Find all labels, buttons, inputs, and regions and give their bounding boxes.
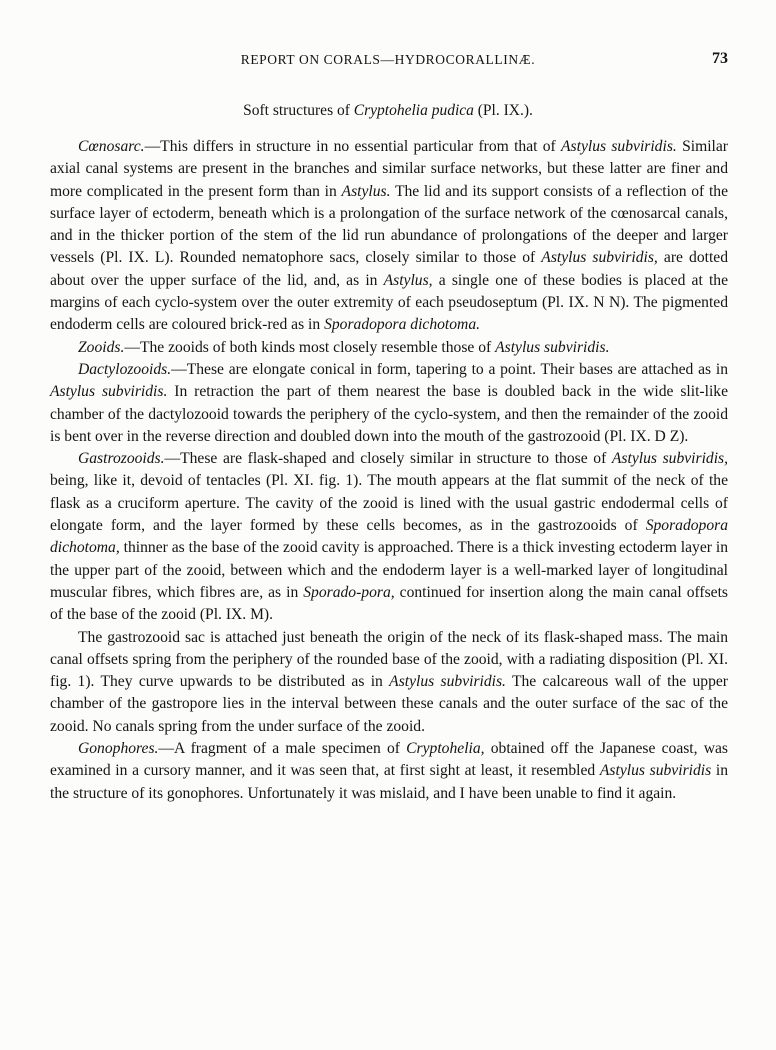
paragraph-dactylozooids xyxy=(50,359,728,448)
text-run: —The zooids of both kinds most closely resemble those of xyxy=(124,338,496,356)
paragraph-zooids xyxy=(50,337,728,359)
paragraph-heading: Gastrozooids. xyxy=(78,450,165,468)
species-name: Astylus subviridis, xyxy=(541,249,658,267)
text-run: The calcareous wall of the upper chamber of the gastropore lies in the interval between these canals and the outer surface of the sac of the zooid. No canals spring from the under surface of the zooid. xyxy=(50,673,729,735)
paragraph-gonophores xyxy=(50,738,728,805)
species-name: Astylus subviridis xyxy=(599,762,712,780)
species-name: Sporadopora dichotoma, xyxy=(50,517,728,557)
text-run: —These are elongate conical in form, tapering to a point. Their bases are attached as in xyxy=(171,360,728,378)
species-name: Astylus. xyxy=(341,182,391,200)
section-title-prefix: Soft structures of xyxy=(243,102,354,119)
text-run: —These are flask-shaped and closely similar in structure to those of xyxy=(164,450,612,468)
species-name: Astylus subviridis, xyxy=(611,450,729,468)
text-run: —This differs in structure in no essential particular from that of xyxy=(144,138,562,155)
species-name: Sporadopora dichotoma. xyxy=(324,316,481,334)
text-run: are dotted about over the upper surface of the lid, and, as in xyxy=(50,249,729,289)
text-run: thinner as the base of the zooid cavity is approached. There is a thick investing ectoderm layer in the upper part of the zooid, between which and the endoderm layer is a well-marked layer of longitudinal muscular fibres, which fibres are, as in xyxy=(50,539,728,601)
running-head-title: REPORT ON CORALS—HYDROCORALLINÆ. xyxy=(240,52,536,67)
species-name: Astylus subviridis. xyxy=(495,338,610,356)
section-title xyxy=(0,102,776,120)
species-name: Sporado-pora, xyxy=(303,583,395,601)
paragraph-coenosarc xyxy=(50,136,728,337)
paragraph-heading: Dactylozooids. xyxy=(78,360,172,378)
species-name: Astylus subviridis. xyxy=(50,383,168,401)
species-name: Cryptohelia, xyxy=(406,740,485,758)
running-head xyxy=(48,50,728,70)
section-title-genus: Cryptohelia pudica xyxy=(353,102,474,119)
text-run: obtained off the Japanese coast, was examined in a cursory manner, and it was seen that, at first sight at least, it resembled xyxy=(50,740,728,780)
page-number: 73 xyxy=(712,50,728,67)
text-run: in the structure of its gonophores. Unfortunately it was mislaid, and I have been unable to find it again. xyxy=(50,762,728,802)
body-text xyxy=(50,136,728,805)
species-name: Astylus subviridis. xyxy=(389,673,506,691)
paragraph-gastrozooid-sac xyxy=(50,627,728,738)
text-run: The gastrozooid sac is attached just beneath the origin of the neck of its flask-shaped mass. The main canal offsets spring from the periphery of the rounded base of the zooid, with a radiating disposition (Pl. XI. fig. 1). They curve upwards to be distributed as in xyxy=(50,628,728,691)
species-name: Astylus, xyxy=(383,271,433,289)
text-run: —A fragment of a male specimen of xyxy=(158,740,407,758)
paragraph-heading: Zooids. xyxy=(78,338,125,356)
text-run: Similar axial canal systems are present in the branches and similar surface networks, but these latter are finer and more complicated in the present form than in xyxy=(50,138,728,200)
text-run: being, like it, devoid of tentacles (Pl. XI. fig. 1). The mouth appears at the flat summit of the neck of the flask as a cruciform aperture. The cavity of the zooid is lined with the usual gastric endodermal cells of elongate form, and the layer formed by these cells becomes, as in the gastrozooids of xyxy=(50,472,728,535)
paragraph-gastrozooids xyxy=(50,448,728,626)
paragraph-heading: Cœnosarc. xyxy=(78,138,145,155)
text-run: The lid and its support consists of a reflection of the surface layer of ectoderm, beneath which is a prolongation of the surface network of the cœnosarcal canals, and in the thicker portion of the stem of the lid run abundance of prolongations of the deeper and larger vessels (Pl. IX. L). Rounded nematophore sacs, closely similar to those of xyxy=(50,182,728,267)
paragraph-heading: Gonophores. xyxy=(78,740,159,758)
section-title-suffix: (Pl. IX.). xyxy=(473,102,533,119)
text-run: a single one of these bodies is placed at the margins of each cyclo-system over the outer extremity of each pseudoseptum (Pl. IX. N N). The pigmented endoderm cells are coloured brick-red as in xyxy=(50,271,728,334)
text-run: In retraction the part of them nearest the base is doubled back in the wide slit-like chamber of the dactylozooid towards the periphery of the cyclo-system, and then the remainder of the zooid is bent over in the reverse direction and doubled down into the mouth of the gastrozooid (Pl. IX. D Z). xyxy=(50,383,728,445)
species-name: Astylus subviridis. xyxy=(561,138,677,155)
text-run: continued for insertion along the main canal offsets of the base of the zooid (Pl. IX. M). xyxy=(50,583,728,624)
